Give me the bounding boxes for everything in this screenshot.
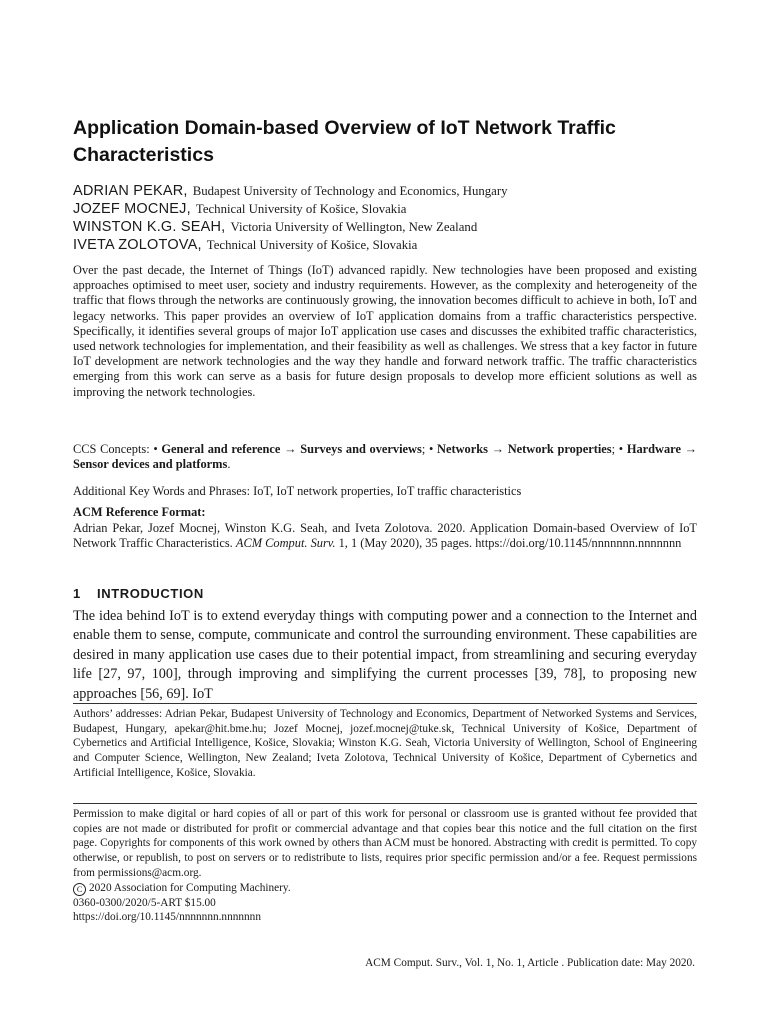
reference-details: 1, 1 (May 2020), 35 pages. https://doi.org/10.1145/nnnnnnn.nnnnnnn	[338, 536, 682, 551]
ccs-bullet: •	[618, 442, 624, 456]
ccs-concepts	[73, 442, 697, 472]
author-2	[73, 199, 697, 217]
reference-journal: ACM Comput. Surv.	[235, 536, 336, 551]
copyright-text: 2020 Association for Computing Machinery.	[89, 881, 291, 894]
copyright-line	[73, 881, 697, 896]
ccs-term: Sensor devices and platforms	[73, 457, 228, 472]
ccs-term: Surveys and overviews	[300, 442, 422, 456]
ccs-term: Network properties	[507, 442, 612, 456]
introduction-text: The idea behind IoT is to extend everyday things with computing power and a connection to the Internet and enable them to sense, compute, communicate and control the surrounding environment. These capabilities are desired in many application use cases due to their potential impact, from streamlining and securing everyday life [27, 97, 100], through improving and simplifying the current processes [39, 78], to proposing new approaches [56, 69]. IoT	[73, 608, 697, 702]
copyright-icon: C	[73, 883, 86, 896]
ccs-separator: ;	[611, 442, 616, 456]
author-affiliation: Technical University of Košice, Slovakia	[206, 238, 418, 252]
author-3	[73, 217, 697, 235]
ccs-term: General and reference	[161, 442, 281, 456]
section-heading	[73, 585, 697, 603]
author-affiliation: Technical University of Košice, Slovakia	[195, 202, 407, 216]
ccs-separator: ;	[421, 442, 426, 456]
reference-heading: ACM Reference Format:	[73, 505, 206, 519]
author-name: JOZEF MOCNEJ,	[73, 201, 191, 217]
reference-text	[73, 521, 697, 551]
abstract: Over the past decade, the Internet of Things (IoT) advanced rapidly. New technologies have been proposed and existing approaches optimised to meet user, society and industry requirements. However, as the complexity and heterogeneity of the traffic that flows through the networks are continuously growing, the innovation becomes difficult to achieve in both, IoT and legacy networks. This paper provides an overview of IoT application domains from a traffic characteristics perspective. Specifically, it identifies several groups of major IoT application use cases and discusses the exhibited traffic characteristics, used network technologies for implementation, and their feasibility as well as challenges. We stress that a key factor in future IoT development are network technologies and the way they handle and forward network traffic. The traffic characteristics emerging from this work can serve as a basis for future design proposals to develop more efficient solutions as well as improving the network technologies.	[73, 263, 697, 399]
author-name: IVETA ZOLOTOVA,	[73, 237, 202, 253]
footnote-divider	[73, 703, 697, 704]
journal-footer: ACM Comput. Surv., Vol. 1, No. 1, Article . Publication date: May 2020.	[365, 957, 695, 969]
ccs-bullet: •	[153, 442, 158, 456]
permission-text: Permission to make digital or hard copies of all or part of this work for personal or classroom use is granted without fee provided that copies are not made or distributed for profit or commercial advantage and that copies bear this notice and the full citation on the first page. Copyrights for components of this work owned by others than ACM must be honored. Abstracting with credit is permitted. To copy otherwise, or republish, to post on servers or to redistribute to lists, requires prior specific permission and/or a fee. Request permissions from permissions@acm.org.	[73, 808, 697, 879]
ccs-end: .	[227, 457, 231, 472]
author-name: ADRIAN PEKAR,	[73, 183, 188, 199]
ccs-bullet: •	[428, 442, 434, 456]
section-title: INTRODUCTION	[97, 586, 204, 601]
ccs-term: Hardware	[626, 442, 681, 456]
ccs-label: CCS Concepts:	[73, 442, 150, 456]
doi-line: https://doi.org/10.1145/nnnnnnn.nnnnnnn	[73, 911, 261, 924]
paper-title: Application Domain-based Overview of IoT Network Traffic Characteristics	[73, 117, 616, 166]
author-affiliation: Victoria University of Wellington, New Zealand	[230, 220, 478, 234]
section-number: 1	[73, 586, 81, 601]
author-1	[73, 181, 697, 199]
ccs-arrow: →	[284, 442, 297, 456]
author-name: WINSTON K.G. SEAH,	[73, 219, 226, 235]
reference-citation: Adrian Pekar, Jozef Mocnej, Winston K.G. Seah, and Iveta Zolotova. 2020. Application Domain-based Overview of IoT Network Traffic Characteristics.	[73, 521, 697, 551]
author-affiliation: Budapest University of Technology and Economics, Hungary	[192, 184, 508, 198]
keywords-text: IoT, IoT network properties, IoT traffic characteristics	[253, 484, 522, 498]
ccs-arrow: →	[684, 442, 698, 456]
permission-block	[73, 807, 697, 925]
author-4	[73, 235, 697, 253]
author-list	[73, 181, 697, 253]
keywords	[73, 484, 697, 499]
issn-line: 0360-0300/2020/5-ART $15.00	[73, 896, 216, 909]
ccs-arrow: →	[491, 442, 505, 456]
keywords-label: Additional Key Words and Phrases:	[73, 484, 251, 498]
ccs-term: Networks	[437, 442, 488, 456]
permission-divider	[73, 803, 697, 804]
authors-addresses: Authors’ addresses: Adrian Pekar, Budapest University of Technology and Economics, Department of Networked Systems and Services, Budapest, Hungary, apekar@hit.bme.hu; Jozef Mocnej, jozef.mocnej@tuke.sk, Technical University of Košice, Department of Cybernetics and Artificial Intelligence, Košice, Slovakia; Winston K.G. Seah, Victoria University of Wellington, School of Engineering and Computer Science, Wellington, New Zealand; Iveta Zolotova, Technical University of Košice, Department of Cybernetics and Artificial Intelligence, Košice, Slovakia.	[73, 708, 697, 779]
